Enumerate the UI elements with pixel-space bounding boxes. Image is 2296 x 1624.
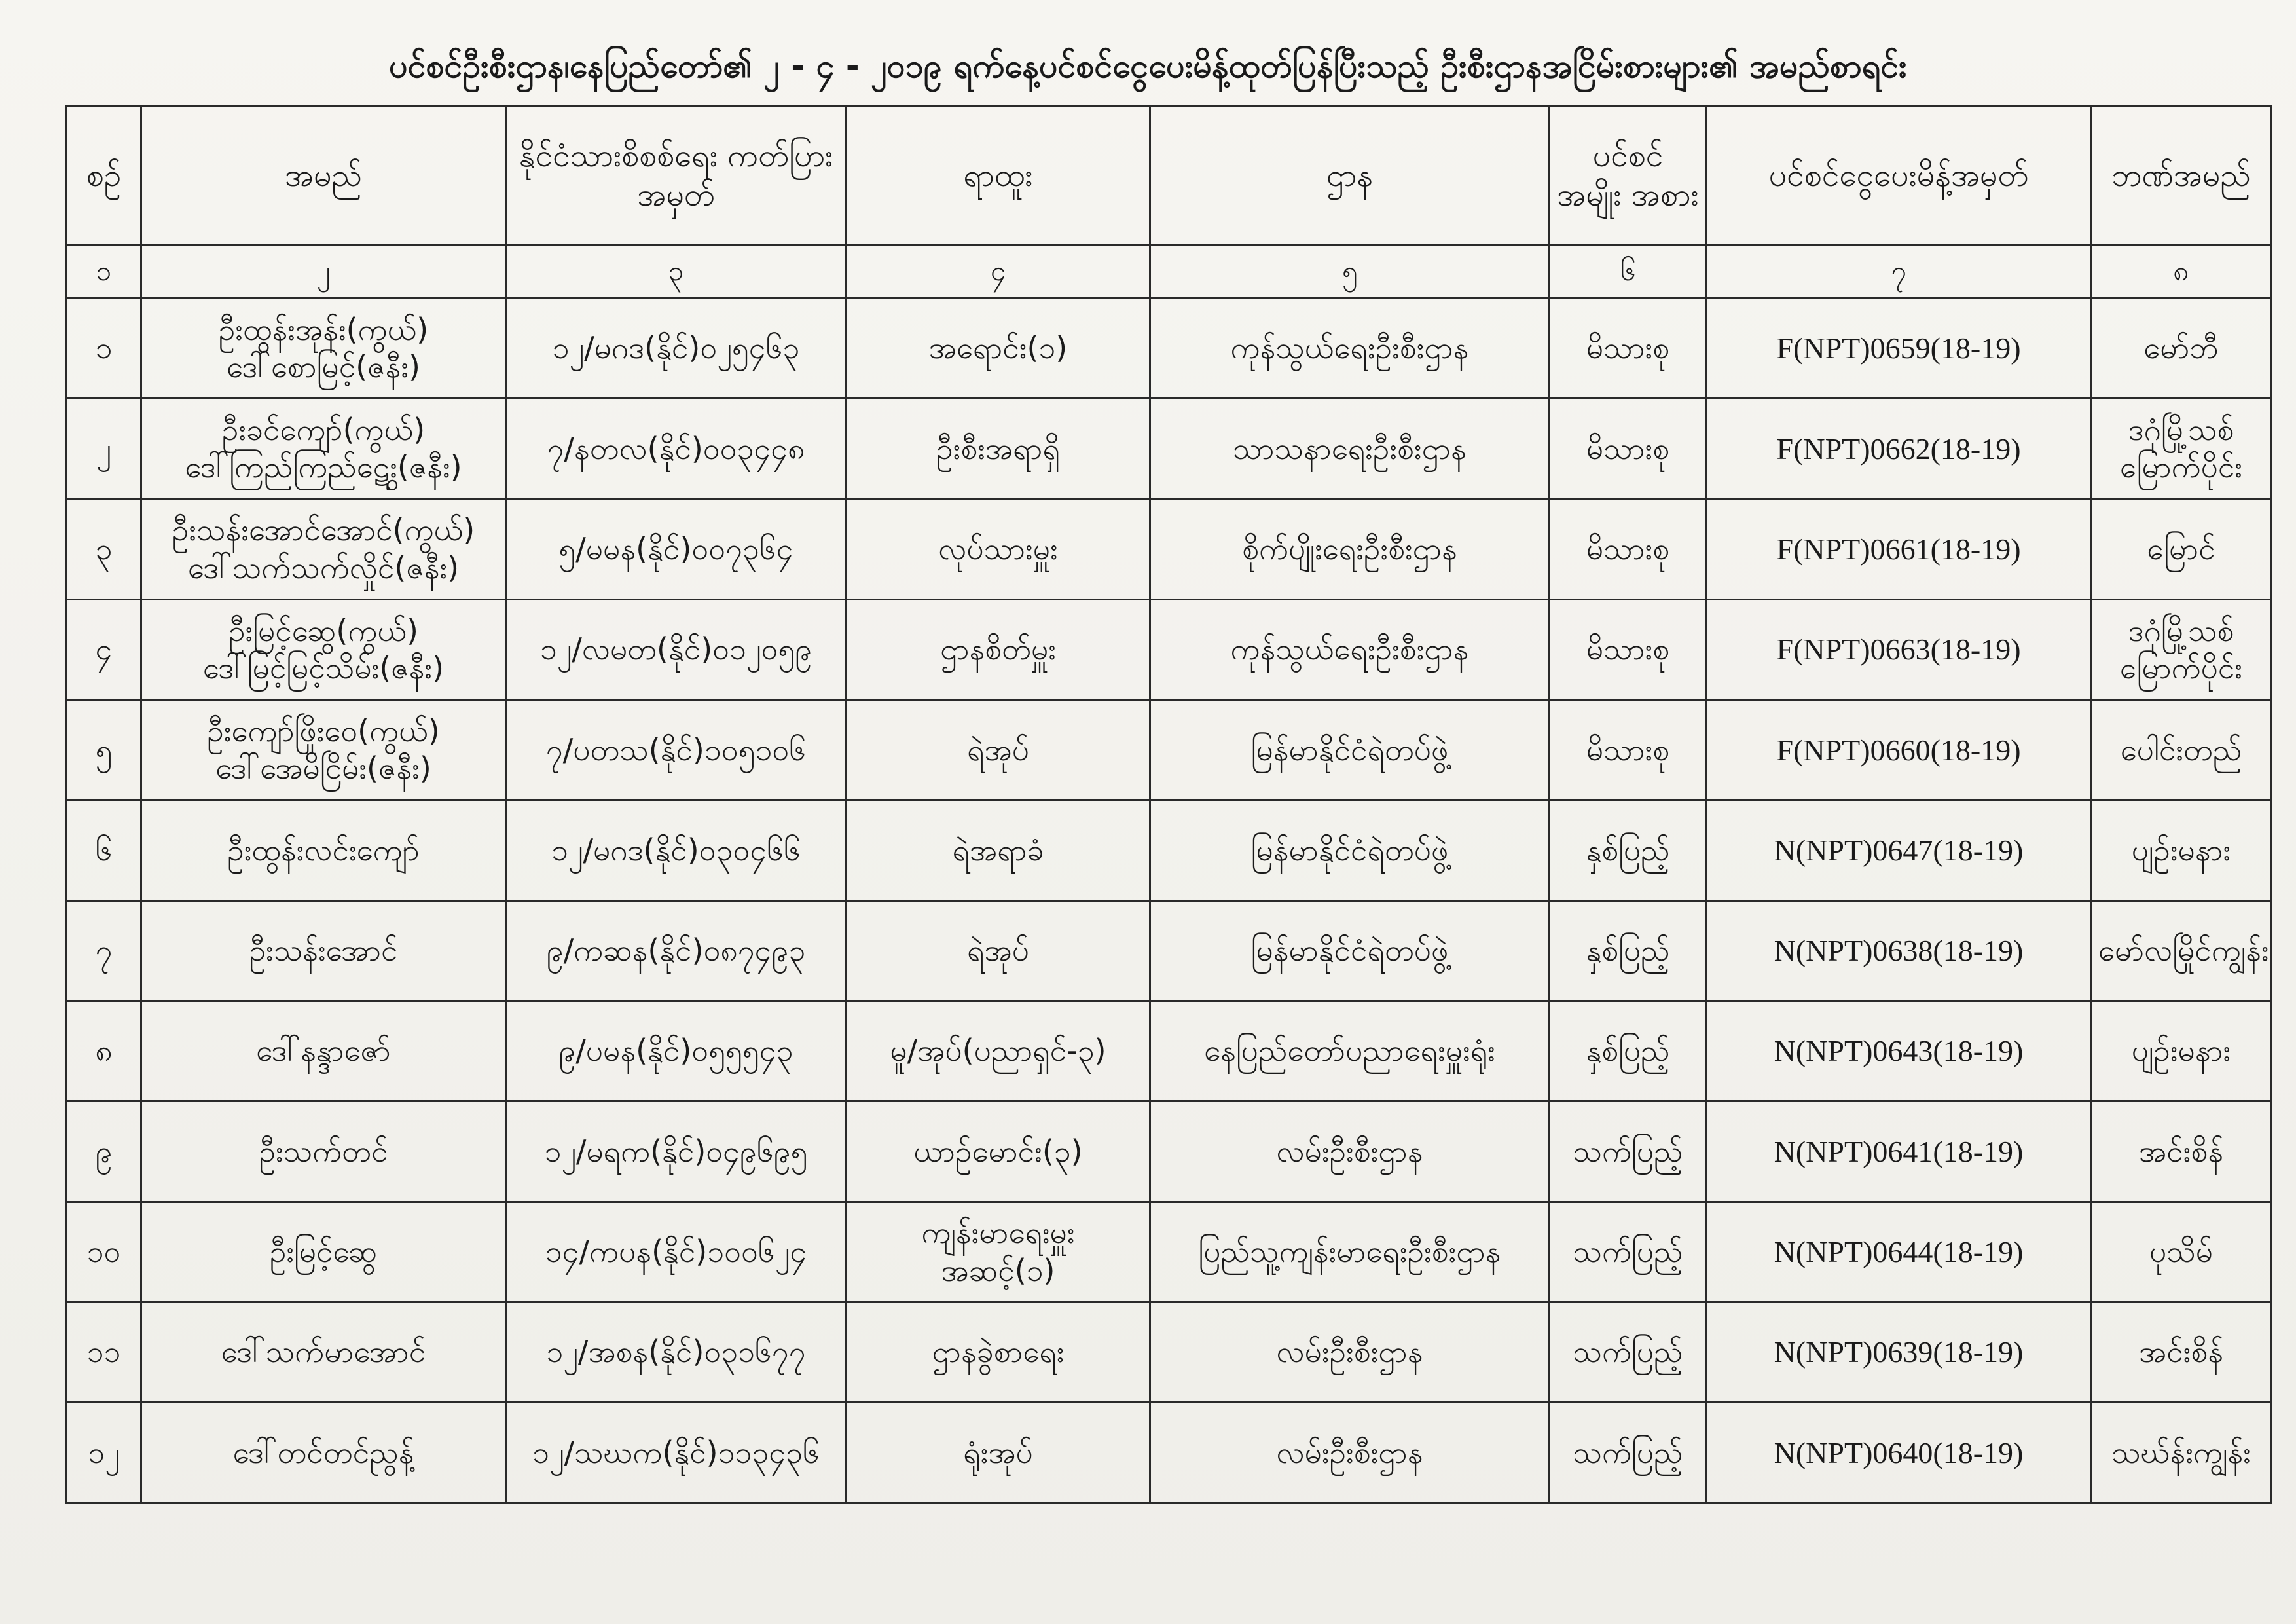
column-header: နိုင်ငံသားစိစစ်ရေး ကတ်ပြားအမှတ် — [506, 106, 847, 245]
nrc-cell-text: ၁၄/ကပန(နိုင်)၁၀၀၆၂၄ — [545, 1234, 807, 1270]
bank-cell-text: ပျဉ်းမနား — [2131, 1033, 2231, 1069]
name-cell — [141, 399, 506, 499]
table-row — [67, 499, 2272, 599]
column-number: ၅ — [1150, 245, 1550, 299]
name-cell-text: ဒေါ်သက်မာအောင် — [221, 1334, 426, 1370]
column-header: ပင်စင်ငွေပေးမိန့်အမှတ် — [1707, 106, 2091, 245]
department-cell — [1150, 299, 1550, 399]
bank-cell — [2091, 800, 2272, 900]
bank-cell-text: မြောက်ပိုင်း — [2119, 650, 2243, 686]
name-cell-text: ဒေါ်စောမြင့်(ဇနီး) — [227, 349, 420, 385]
nrc-cell — [506, 499, 847, 599]
bank-cell — [2091, 499, 2272, 599]
bank-cell — [2091, 1302, 2272, 1402]
rank-cell — [847, 1202, 1150, 1302]
pension-type-cell — [1550, 900, 1707, 1001]
pension-order-cell — [1707, 599, 2091, 699]
table-row — [67, 599, 2272, 699]
nrc-cell-text: ၁၂/လမတ(နိုင်)၀၁၂၀၅၉ — [539, 631, 812, 667]
pension-order-cell — [1707, 399, 2091, 499]
pension-type-cell-text: နှစ်ပြည့် — [1586, 1033, 1670, 1069]
department-cell-text: မြန်မာနိုင်ငံရဲတပ်ဖွဲ့ — [1250, 832, 1449, 868]
nrc-cell-text: ၁၂/မရက(နိုင်)၀၄၉၆၉၅ — [544, 1133, 808, 1169]
name-cell-text: ဒေါ်တင်တင်ညွန့် — [232, 1434, 414, 1470]
column-number-row — [67, 245, 2272, 299]
nrc-cell — [506, 1403, 847, 1503]
name-cell — [141, 599, 506, 699]
pension-type-cell — [1550, 599, 1707, 699]
pension-order-cell — [1707, 499, 2091, 599]
pension-order-cell-text: N(NPT)0643(18-19) — [1774, 1034, 2024, 1068]
bank-cell-text: မြောက်ပိုင်း — [2119, 449, 2243, 485]
department-cell — [1150, 900, 1550, 1001]
pension-order-cell — [1707, 1101, 2091, 1202]
rank-cell — [847, 1302, 1150, 1402]
serial-cell — [67, 1202, 141, 1302]
nrc-cell — [506, 1001, 847, 1101]
serial-cell-text: ၁ — [95, 330, 113, 366]
serial-cell — [67, 599, 141, 699]
nrc-cell-text: ၉/ပမန(နိုင်)၀၅၅၅၄၃ — [558, 1033, 793, 1069]
serial-cell — [67, 299, 141, 399]
pension-type-cell — [1550, 399, 1707, 499]
serial-cell-text: ၄ — [95, 631, 113, 667]
rank-cell — [847, 599, 1150, 699]
pension-type-cell-text: သက်ပြည့် — [1573, 1234, 1683, 1270]
name-cell-text: ဦးထွန်းအုန်း(ကွယ်) — [218, 311, 429, 347]
column-header: ဌာန — [1150, 106, 1550, 245]
bank-cell-text: ဒဂုံမြို့သစ် — [2128, 411, 2234, 447]
department-cell-text: ကုန်သွယ်ရေးဦးစီးဌာန — [1230, 330, 1469, 366]
rank-cell-text: ဌာနစိတ်မှူး — [940, 631, 1056, 667]
table-row — [67, 299, 2272, 399]
bank-cell — [2091, 1001, 2272, 1101]
department-cell — [1150, 599, 1550, 699]
bank-cell — [2091, 1101, 2272, 1202]
name-cell-text: ဦးသက်တင် — [259, 1133, 388, 1169]
bank-cell — [2091, 299, 2272, 399]
bank-cell — [2091, 700, 2272, 800]
pension-type-cell-text: နှစ်ပြည့် — [1586, 832, 1670, 868]
serial-cell-text: ၂ — [96, 430, 111, 466]
pension-table — [65, 105, 2272, 1504]
department-cell — [1150, 499, 1550, 599]
rank-cell-text: မူ/အုပ်(ပညာရှင်-၃) — [890, 1033, 1106, 1069]
rank-cell — [847, 1403, 1150, 1503]
rank-cell — [847, 700, 1150, 800]
column-number: ၂ — [141, 245, 506, 299]
table-row — [67, 399, 2272, 499]
department-cell-text: လမ်းဦးစီးဌာန — [1276, 1334, 1423, 1370]
serial-cell — [67, 800, 141, 900]
nrc-cell — [506, 800, 847, 900]
header-row — [67, 106, 2272, 245]
rank-cell-text: ဦးစီးအရာရှိ — [936, 430, 1060, 466]
bank-cell-text: သဃ်န်းကျွန်း — [2111, 1434, 2251, 1470]
pension-type-cell — [1550, 1302, 1707, 1402]
serial-cell-text: ၁၂ — [88, 1434, 120, 1470]
name-cell — [141, 1101, 506, 1202]
table-row — [67, 1403, 2272, 1503]
bank-cell — [2091, 599, 2272, 699]
serial-cell-text: ၁၁ — [86, 1334, 121, 1370]
bank-cell-text: ပျဉ်းမနား — [2131, 832, 2231, 868]
name-cell — [141, 299, 506, 399]
name-cell-text: ဦးကျော်ဖြိုးဝေ(ကွယ်) — [207, 712, 440, 748]
department-cell — [1150, 800, 1550, 900]
serial-cell-text: ၈ — [95, 1033, 113, 1069]
nrc-cell — [506, 1302, 847, 1402]
name-cell — [141, 1403, 506, 1503]
bank-cell-text: အင်းစိန် — [2138, 1334, 2224, 1370]
nrc-cell — [506, 599, 847, 699]
pension-type-cell-text: မိသားစု — [1586, 430, 1670, 466]
department-cell-text: လမ်းဦးစီးဌာန — [1276, 1133, 1423, 1169]
nrc-cell-text: ၅/မမန(နိုင်)၀၀၇၃၆၄ — [558, 530, 793, 566]
pension-type-cell — [1550, 499, 1707, 599]
rank-cell-text: ရဲအုပ် — [967, 731, 1029, 767]
table-row — [67, 1202, 2272, 1302]
column-header: ရာထူး — [847, 106, 1150, 245]
name-cell-text: ဦးခင်ကျော်(ကွယ်) — [221, 411, 426, 447]
rank-cell — [847, 499, 1150, 599]
name-cell — [141, 800, 506, 900]
document-title: ပင်စင်ဦးစီးဌာန၊နေပြည်တော်၏ ၂ - ၄ - ၂၀၁၉ ရက်နေ့ပင်စင်ငွေပေးမိန့်ထုတ်ပြန်ပြီးသည့် ဦးစီးဌာနအငြိမ်းစားများ၏ အမည်စာရင်း — [389, 47, 1907, 85]
column-number: ၄ — [847, 245, 1150, 299]
pension-order-cell — [1707, 1202, 2091, 1302]
bank-cell — [2091, 399, 2272, 499]
pension-type-cell-text: မိသားစု — [1586, 731, 1670, 767]
name-cell — [141, 700, 506, 800]
pension-type-cell — [1550, 1001, 1707, 1101]
bank-cell — [2091, 1202, 2272, 1302]
pension-type-cell-text: သက်ပြည့် — [1573, 1434, 1683, 1470]
name-cell — [141, 1302, 506, 1402]
pension-order-cell — [1707, 1403, 2091, 1503]
bank-cell-text: ပုသိမ် — [2149, 1234, 2213, 1270]
rank-cell-text: အဆင့်(၁) — [941, 1252, 1055, 1288]
nrc-cell-text: ၁၂/မဂဒ(နိုင်)၀၂၅၄၆၃ — [552, 330, 800, 366]
rank-cell-text: ရုံးအုပ် — [963, 1434, 1033, 1470]
table-row — [67, 800, 2272, 900]
name-cell-text: ဦးမြင့်ဆွေ — [269, 1234, 378, 1270]
department-cell-text: စိုက်ပျိုးရေးဦးစီးဌာန — [1242, 530, 1457, 566]
pension-order-cell — [1707, 800, 2091, 900]
serial-cell — [67, 399, 141, 499]
nrc-cell — [506, 700, 847, 800]
bank-cell — [2091, 900, 2272, 1001]
bank-cell-text: အင်းစိန် — [2138, 1133, 2224, 1169]
pension-order-cell — [1707, 299, 2091, 399]
name-cell — [141, 499, 506, 599]
rank-cell — [847, 399, 1150, 499]
pension-type-cell — [1550, 700, 1707, 800]
pension-order-cell-text: F(NPT)0659(18-19) — [1776, 331, 2021, 365]
nrc-cell — [506, 1202, 847, 1302]
department-cell-text: နေပြည်တော်ပညာရေးမှူးရုံး — [1204, 1033, 1495, 1069]
department-cell-text: မြန်မာနိုင်ငံရဲတပ်ဖွဲ့ — [1250, 932, 1449, 969]
rank-cell-text: ရဲအရာခံ — [952, 832, 1044, 868]
pension-order-cell — [1707, 1001, 2091, 1101]
bank-cell-text: မော်ဘီ — [2143, 330, 2219, 366]
serial-cell — [67, 1302, 141, 1402]
nrc-cell-text: ၇/ပတသ(နိုင်)၁၀၅၁၀၆ — [545, 731, 807, 767]
table-row — [67, 1101, 2272, 1202]
serial-cell-text: ၁၀ — [86, 1234, 121, 1270]
name-cell-text: ဦးသန်းအောင်အောင်(ကွယ်) — [172, 512, 475, 548]
rank-cell — [847, 900, 1150, 1001]
pension-type-cell-text: နှစ်ပြည့် — [1586, 932, 1670, 969]
name-cell-text: ဒေါ်ကြည်ကြည်ဋွေး(ဇနီး) — [185, 449, 462, 485]
serial-cell — [67, 1001, 141, 1101]
name-cell-text: ဒေါ်သက်သက်လှိုင်(ဇနီး) — [187, 549, 460, 585]
table-row — [67, 1302, 2272, 1402]
rank-cell-text: လုပ်သားမှူး — [938, 530, 1058, 566]
pension-order-cell-text: F(NPT)0663(18-19) — [1776, 633, 2021, 667]
nrc-cell-text: ၁၂/မဂဒ(နိုင်)၀၃၀၄၆၆ — [551, 832, 801, 868]
pension-order-cell-text: N(NPT)0639(18-19) — [1774, 1335, 2024, 1369]
pension-order-cell-text: F(NPT)0660(18-19) — [1776, 733, 2021, 767]
name-cell-text: ဒေါ်အေမိငြိမ်း(ဇနီး) — [215, 750, 431, 786]
department-cell — [1150, 1101, 1550, 1202]
department-cell-text: သာသနာရေးဦးစီးဌာန — [1233, 430, 1467, 466]
pension-type-cell-text: မိသားစု — [1586, 330, 1670, 366]
pension-type-cell — [1550, 1101, 1707, 1202]
rank-cell — [847, 1001, 1150, 1101]
pension-type-cell — [1550, 800, 1707, 900]
name-cell-text: ဦးသန်းအောင် — [249, 932, 398, 969]
column-header: စဉ် — [67, 106, 141, 245]
rank-cell-text: အရောင်း(၁) — [928, 330, 1068, 366]
nrc-cell-text: ၉/ကဆန(နိုင်)၀၈၇၄၉၃ — [546, 932, 806, 969]
serial-cell-text: ၇ — [95, 932, 113, 969]
pension-order-cell — [1707, 1302, 2091, 1402]
serial-cell — [67, 700, 141, 800]
department-cell — [1150, 1202, 1550, 1302]
column-number: ၇ — [1707, 245, 2091, 299]
nrc-cell-text: ၁၂/သဃက(နိုင်)၁၁၃၄၃၆ — [532, 1434, 820, 1470]
department-cell — [1150, 1302, 1550, 1402]
rank-cell-text: ယာဉ်မောင်း(၃) — [913, 1133, 1083, 1169]
rank-cell — [847, 800, 1150, 900]
department-cell — [1150, 700, 1550, 800]
table-row — [67, 900, 2272, 1001]
name-cell-text: ဦးထွန်းလင်းကျော် — [227, 832, 420, 868]
serial-cell-text: ၉ — [95, 1133, 113, 1169]
rank-cell-text: ရဲအုပ် — [967, 932, 1029, 969]
serial-cell — [67, 1403, 141, 1503]
department-cell — [1150, 1001, 1550, 1101]
pension-order-cell — [1707, 900, 2091, 1001]
name-cell — [141, 1001, 506, 1101]
nrc-cell — [506, 299, 847, 399]
bank-cell-text: ပေါင်းတည် — [2120, 731, 2242, 767]
bank-cell — [2091, 1403, 2272, 1503]
table-row — [67, 1001, 2272, 1101]
rank-cell-text: ကျန်းမာရေးမှူး — [921, 1215, 1075, 1251]
serial-cell — [67, 499, 141, 599]
pension-order-cell — [1707, 700, 2091, 800]
column-number: ၈ — [2091, 245, 2272, 299]
nrc-cell — [506, 1101, 847, 1202]
pension-type-cell — [1550, 1403, 1707, 1503]
serial-cell-text: ၃ — [95, 530, 113, 566]
department-cell-text: မြန်မာနိုင်ငံရဲတပ်ဖွဲ့ — [1250, 731, 1449, 767]
pension-order-cell-text: N(NPT)0638(18-19) — [1774, 934, 2024, 968]
serial-cell-text: ၆ — [95, 832, 113, 868]
nrc-cell-text: ၁၂/အစန(နိုင်)၀၃၁၆၇၇ — [546, 1334, 806, 1370]
pension-order-cell-text: F(NPT)0661(18-19) — [1776, 532, 2021, 566]
table-body — [67, 106, 2272, 1504]
name-cell — [141, 1202, 506, 1302]
name-cell — [141, 900, 506, 1001]
column-number: ၆ — [1550, 245, 1707, 299]
pension-type-cell-text: သက်ပြည့် — [1573, 1334, 1683, 1370]
department-cell — [1150, 1403, 1550, 1503]
pension-type-cell — [1550, 1202, 1707, 1302]
pension-order-cell-text: N(NPT)0644(18-19) — [1774, 1235, 2024, 1269]
department-cell-text: ကုန်သွယ်ရေးဦးစီးဌာန — [1230, 631, 1469, 667]
pension-order-cell-text: N(NPT)0641(18-19) — [1774, 1134, 2024, 1168]
serial-cell — [67, 1101, 141, 1202]
rank-cell-text: ဌာနခွဲစာရေး — [932, 1334, 1065, 1370]
department-cell — [1150, 399, 1550, 499]
bank-cell-text: ဒဂုံမြို့သစ် — [2128, 612, 2234, 648]
bank-cell-text: မြောင် — [2147, 530, 2215, 566]
rank-cell — [847, 299, 1150, 399]
column-header: ဘဏ်အမည် — [2091, 106, 2272, 245]
nrc-cell — [506, 399, 847, 499]
column-number: ၁ — [67, 245, 141, 299]
pension-type-cell-text: သက်ပြည့် — [1573, 1133, 1683, 1169]
table-row — [67, 700, 2272, 800]
nrc-cell — [506, 900, 847, 1001]
column-header: အမည် — [141, 106, 506, 245]
pension-type-cell — [1550, 299, 1707, 399]
column-header: ပင်စင် အမျိုး အစား — [1550, 106, 1707, 245]
pension-order-cell-text: N(NPT)0647(18-19) — [1774, 833, 2024, 867]
department-cell-text: ပြည်သူ့ကျန်းမာရေးဦးစီးဌာန — [1198, 1234, 1501, 1270]
rank-cell — [847, 1101, 1150, 1202]
name-cell-text: ဦးမြင့်ဆွေ(ကွယ်) — [228, 612, 418, 648]
serial-cell-text: ၅ — [95, 731, 113, 767]
department-cell-text: လမ်းဦးစီးဌာန — [1276, 1434, 1423, 1470]
pension-type-cell-text: မိသားစု — [1586, 530, 1670, 566]
pension-order-cell-text: N(NPT)0640(18-19) — [1774, 1435, 2024, 1469]
name-cell-text: ဒေါ်မြင့်မြင့်သိမ်း(ဇနီး) — [202, 650, 445, 686]
name-cell-text: ဒေါ်နန္ဒာဇော် — [256, 1033, 391, 1069]
pension-type-cell-text: မိသားစု — [1586, 631, 1670, 667]
bank-cell-text: မော်လမြိုင်ကျွန်း — [2098, 932, 2269, 969]
serial-cell — [67, 900, 141, 1001]
nrc-cell-text: ၇/နတလ(နိုင်)၀၀၃၄၄၈ — [547, 430, 805, 466]
pension-order-cell-text: F(NPT)0662(18-19) — [1776, 432, 2021, 466]
column-number: ၃ — [506, 245, 847, 299]
